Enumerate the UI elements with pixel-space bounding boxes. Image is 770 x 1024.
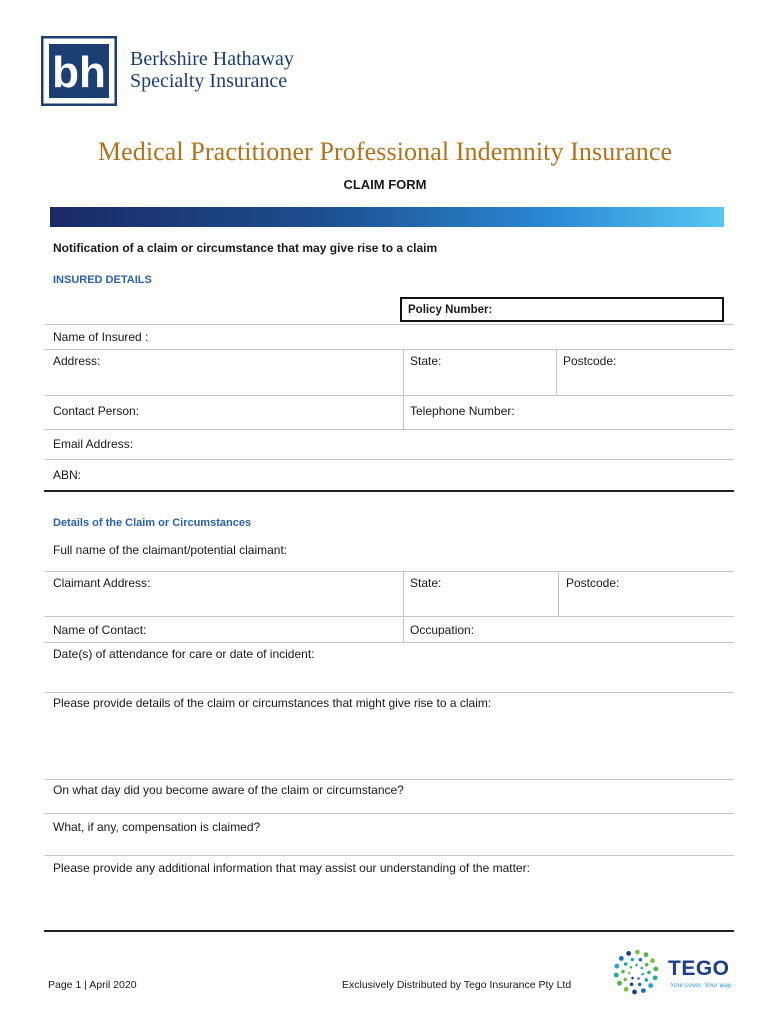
tego-dot bbox=[638, 983, 642, 987]
tego-dot bbox=[641, 973, 644, 976]
dates-label: Date(s) of attendance for care or date of incident: bbox=[53, 647, 315, 661]
tego-dot bbox=[631, 977, 634, 980]
claim-postcode-label: Postcode: bbox=[566, 576, 620, 590]
distribution-note: Exclusively Distributed by Tego Insurance Pty Ltd bbox=[342, 979, 572, 991]
row-divider bbox=[44, 779, 734, 780]
name-of-contact-label: Name of Contact: bbox=[53, 623, 147, 637]
brand-line1: Berkshire Hathaway bbox=[130, 48, 294, 70]
tego-dot bbox=[637, 977, 640, 980]
tego-dot bbox=[647, 971, 651, 975]
name-of-insured-label: Name of Insured : bbox=[53, 330, 149, 344]
tego-dot bbox=[617, 981, 622, 986]
claim-details-heading: Details of the Claim or Circumstances bbox=[53, 517, 252, 529]
column-divider bbox=[403, 616, 404, 642]
tego-logo-text: TEGO bbox=[668, 957, 730, 980]
row-divider bbox=[44, 642, 734, 643]
postcode-label: Postcode: bbox=[563, 354, 617, 368]
brand-line2: Specialty Insurance bbox=[130, 70, 288, 92]
abn-label: ABN: bbox=[53, 468, 82, 482]
tego-dot bbox=[623, 978, 627, 982]
document-subtitle: CLAIM FORM bbox=[343, 177, 427, 192]
header-gradient-bar bbox=[50, 207, 724, 227]
tego-dot bbox=[645, 963, 649, 967]
tego-dot bbox=[628, 972, 631, 975]
row-divider bbox=[44, 813, 734, 814]
address-label: Address: bbox=[53, 354, 101, 368]
tego-dot bbox=[621, 970, 625, 974]
tego-dot bbox=[614, 964, 619, 969]
column-divider bbox=[558, 571, 559, 616]
tego-dot bbox=[624, 987, 629, 992]
section-divider bbox=[44, 490, 734, 492]
row-divider bbox=[44, 429, 734, 430]
tego-dot bbox=[635, 964, 638, 967]
occupation-label: Occupation: bbox=[410, 623, 475, 637]
claimant-address-label: Claimant Address: bbox=[53, 576, 151, 590]
tego-dot bbox=[648, 983, 653, 988]
tego-dot bbox=[631, 958, 635, 962]
row-divider bbox=[44, 692, 734, 693]
row-divider bbox=[44, 855, 734, 856]
insured-details-heading: INSURED DETAILS bbox=[53, 274, 152, 286]
claim-state-label: State: bbox=[410, 576, 442, 590]
column-divider bbox=[403, 349, 404, 395]
claim-details-label: Please provide details of the claim or circumstances that might give rise to a claim: bbox=[53, 696, 492, 710]
bh-logo-mark bbox=[41, 36, 117, 106]
tego-dot bbox=[614, 973, 619, 978]
row-divider bbox=[44, 571, 734, 572]
aware-day-label: On what day did you become aware of the claim or circumstance? bbox=[53, 783, 404, 797]
tego-dot bbox=[640, 967, 643, 970]
row-divider bbox=[44, 395, 734, 396]
tego-dot bbox=[632, 990, 637, 995]
column-divider bbox=[403, 395, 404, 429]
tego-dot bbox=[619, 956, 624, 961]
row-divider bbox=[44, 459, 734, 460]
tego-dot bbox=[644, 952, 649, 957]
brand-name bbox=[130, 48, 294, 92]
tego-dot bbox=[624, 962, 628, 966]
footer-divider bbox=[44, 930, 734, 932]
policy-number-label: Policy Number: bbox=[408, 304, 493, 316]
tego-dot bbox=[630, 966, 633, 969]
row-divider bbox=[44, 616, 734, 617]
tego-dot bbox=[650, 958, 655, 963]
column-divider bbox=[403, 571, 404, 616]
tego-dot bbox=[653, 967, 658, 972]
tego-logo-icon bbox=[612, 948, 662, 996]
claimant-name-label: Full name of the claimant/potential claimant: bbox=[53, 543, 288, 557]
logo-letters: bh bbox=[52, 48, 106, 97]
document-title: Medical Practitioner Professional Indemnity Insurance bbox=[97, 137, 673, 166]
column-divider bbox=[556, 349, 557, 395]
tego-tagline: Your cover. Your way. bbox=[670, 982, 733, 989]
telephone-label: Telephone Number: bbox=[410, 404, 515, 418]
state-label: State: bbox=[410, 354, 442, 368]
tego-dot bbox=[639, 958, 643, 962]
row-divider bbox=[44, 324, 734, 325]
tego-dot bbox=[626, 951, 631, 956]
tego-dot bbox=[645, 978, 649, 982]
tego-dot bbox=[653, 975, 658, 980]
tego-dot bbox=[630, 982, 634, 986]
additional-info-label: Please provide any additional information that may assist our understanding of the matter: bbox=[53, 861, 530, 875]
notification-heading: Notification of a claim or circumstance that may give rise to a claim bbox=[53, 241, 438, 255]
email-label: Email Address: bbox=[53, 437, 134, 451]
tego-dot bbox=[641, 988, 646, 993]
page-number: Page 1 | April 2020 bbox=[48, 979, 137, 991]
compensation-label: What, if any, compensation is claimed? bbox=[53, 820, 261, 834]
row-divider bbox=[44, 349, 734, 350]
contact-person-label: Contact Person: bbox=[53, 404, 140, 418]
tego-dot bbox=[635, 950, 640, 955]
